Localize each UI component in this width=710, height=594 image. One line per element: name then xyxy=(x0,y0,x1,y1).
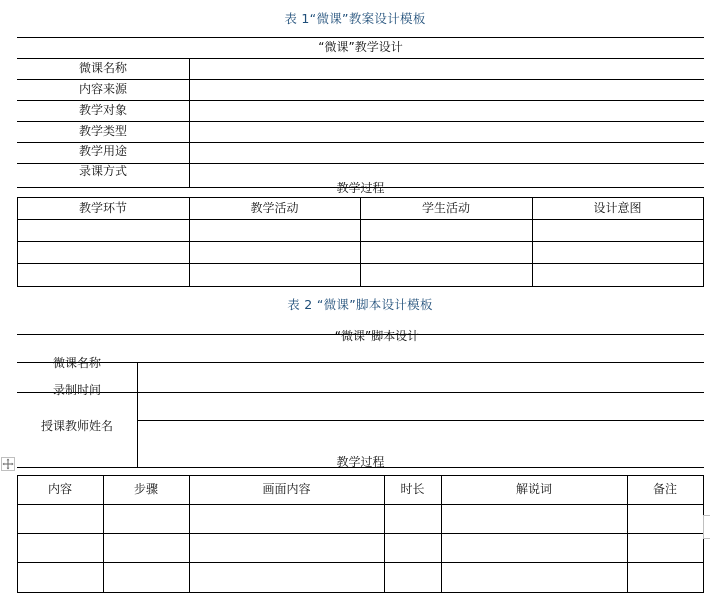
table1-label-audience: 教学对象 xyxy=(78,103,127,117)
table1-process-title: 教学过程 xyxy=(336,181,385,195)
table2-col-content: 内容 xyxy=(47,482,72,496)
table1-label-course-name: 微课名称 xyxy=(78,61,127,75)
table1-label-recording-method: 录课方式 xyxy=(78,164,127,178)
table2-label-teacher-name: 授课教师姓名 xyxy=(40,419,113,433)
table2-process-title: 教学过程 xyxy=(336,455,385,469)
table-row[interactable] xyxy=(18,220,703,241)
table2-caption: 表 2 “微课”脚本设计模板 xyxy=(287,297,433,312)
table-row[interactable] xyxy=(18,264,703,285)
table1-label-teaching-use: 教学用途 xyxy=(78,144,127,158)
table1-label-content-source: 内容来源 xyxy=(78,82,127,96)
table2-col-narration: 解说词 xyxy=(515,482,552,496)
table1-col-stage: 教学环节 xyxy=(78,201,127,215)
table-row[interactable] xyxy=(18,242,703,263)
table1-label-teaching-type: 教学类型 xyxy=(78,124,127,138)
move-handle-icon[interactable] xyxy=(1,457,15,471)
table2-col-notes: 备注 xyxy=(652,482,677,496)
table2-header: “微课”脚本设计 xyxy=(334,329,420,343)
table2-label-recording-time: 录制时间 xyxy=(52,383,101,397)
table2-label-course-name: 微课名称 xyxy=(52,356,101,370)
table2-col-steps: 步骤 xyxy=(133,482,158,496)
page-edge-marker xyxy=(703,515,710,539)
table2-col-screen-content: 画面内容 xyxy=(262,482,311,496)
table-row[interactable] xyxy=(18,534,703,562)
table1-col-teaching-activity: 教学活动 xyxy=(250,201,299,215)
table1-col-student-activity: 学生活动 xyxy=(421,201,470,215)
table1-caption: 表 1“微课”教案设计模板 xyxy=(284,11,426,26)
table1-col-design-intent: 设计意图 xyxy=(593,201,642,215)
table-row[interactable] xyxy=(18,505,703,533)
table-row[interactable] xyxy=(18,563,703,591)
table2-col-duration: 时长 xyxy=(400,482,425,496)
table1-header: “微课”教学设计 xyxy=(318,40,403,54)
